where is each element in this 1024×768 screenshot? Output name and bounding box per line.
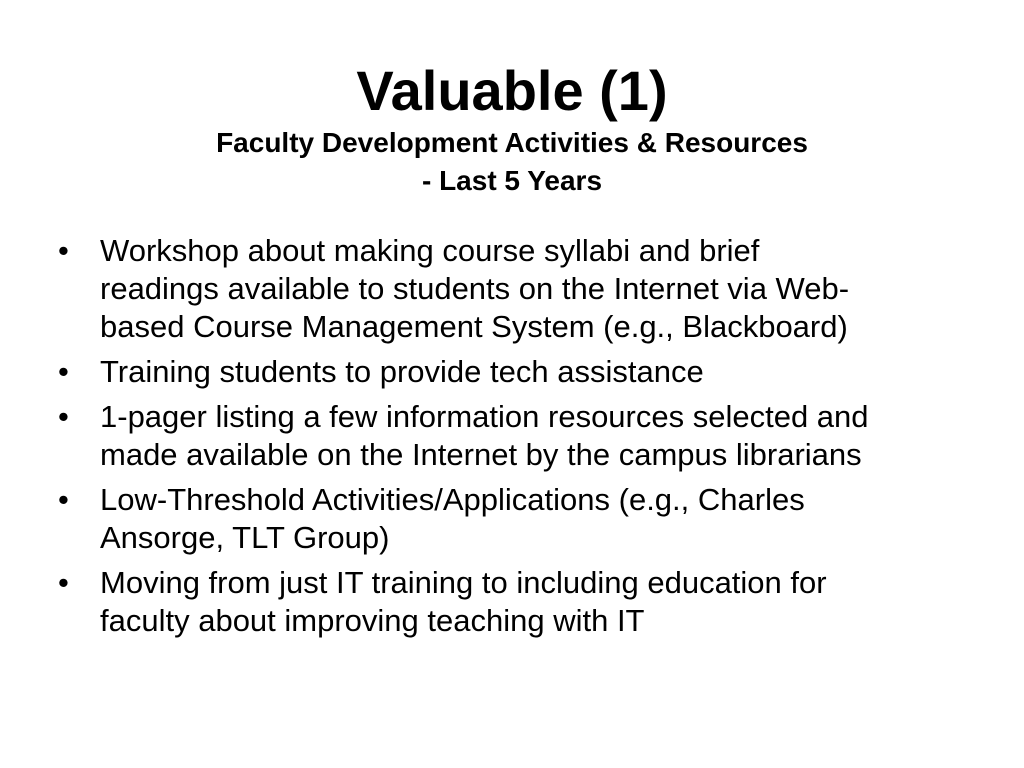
bullet-text-line: faculty about improving teaching with IT — [100, 603, 645, 638]
bullet-item-1 — [58, 232, 958, 346]
bullet-item-3 — [58, 398, 958, 474]
bullet-item-5 — [58, 564, 958, 640]
bullet-marker: • — [58, 233, 69, 268]
bullet-marker: • — [58, 565, 69, 600]
bullet-text-line: Low-Threshold Activities/Applications (e.g., Charles — [100, 482, 805, 517]
bullet-text-line: based Course Management System (e.g., Blackboard) — [100, 309, 848, 344]
bullet-marker: • — [58, 482, 69, 517]
bullet-text-line: Ansorge, TLT Group) — [100, 520, 390, 555]
slide-title: Valuable (1) — [356, 59, 668, 122]
bullet-item-4 — [58, 481, 958, 557]
slide-subtitle-line-1: Faculty Development Activities & Resources — [216, 127, 808, 158]
bullet-text-line: Workshop about making course syllabi and brief — [100, 233, 760, 268]
slide-subtitle-line-2: - Last 5 Years — [421, 165, 603, 196]
bullet-item-2 — [58, 353, 958, 391]
title-block — [0, 58, 1024, 200]
bullet-list — [58, 232, 958, 647]
bullet-text-line: Training students to provide tech assistance — [100, 354, 704, 389]
bullet-text-line: made available on the Internet by the campus librarians — [100, 437, 862, 472]
bullet-marker: • — [58, 399, 69, 434]
bullet-text-line: 1-pager listing a few information resources selected and — [100, 399, 869, 434]
bullet-marker: • — [58, 354, 69, 389]
bullet-text-line: readings available to students on the Internet via Web- — [100, 271, 850, 306]
bullet-text-line: Moving from just IT training to including education for — [100, 565, 827, 600]
